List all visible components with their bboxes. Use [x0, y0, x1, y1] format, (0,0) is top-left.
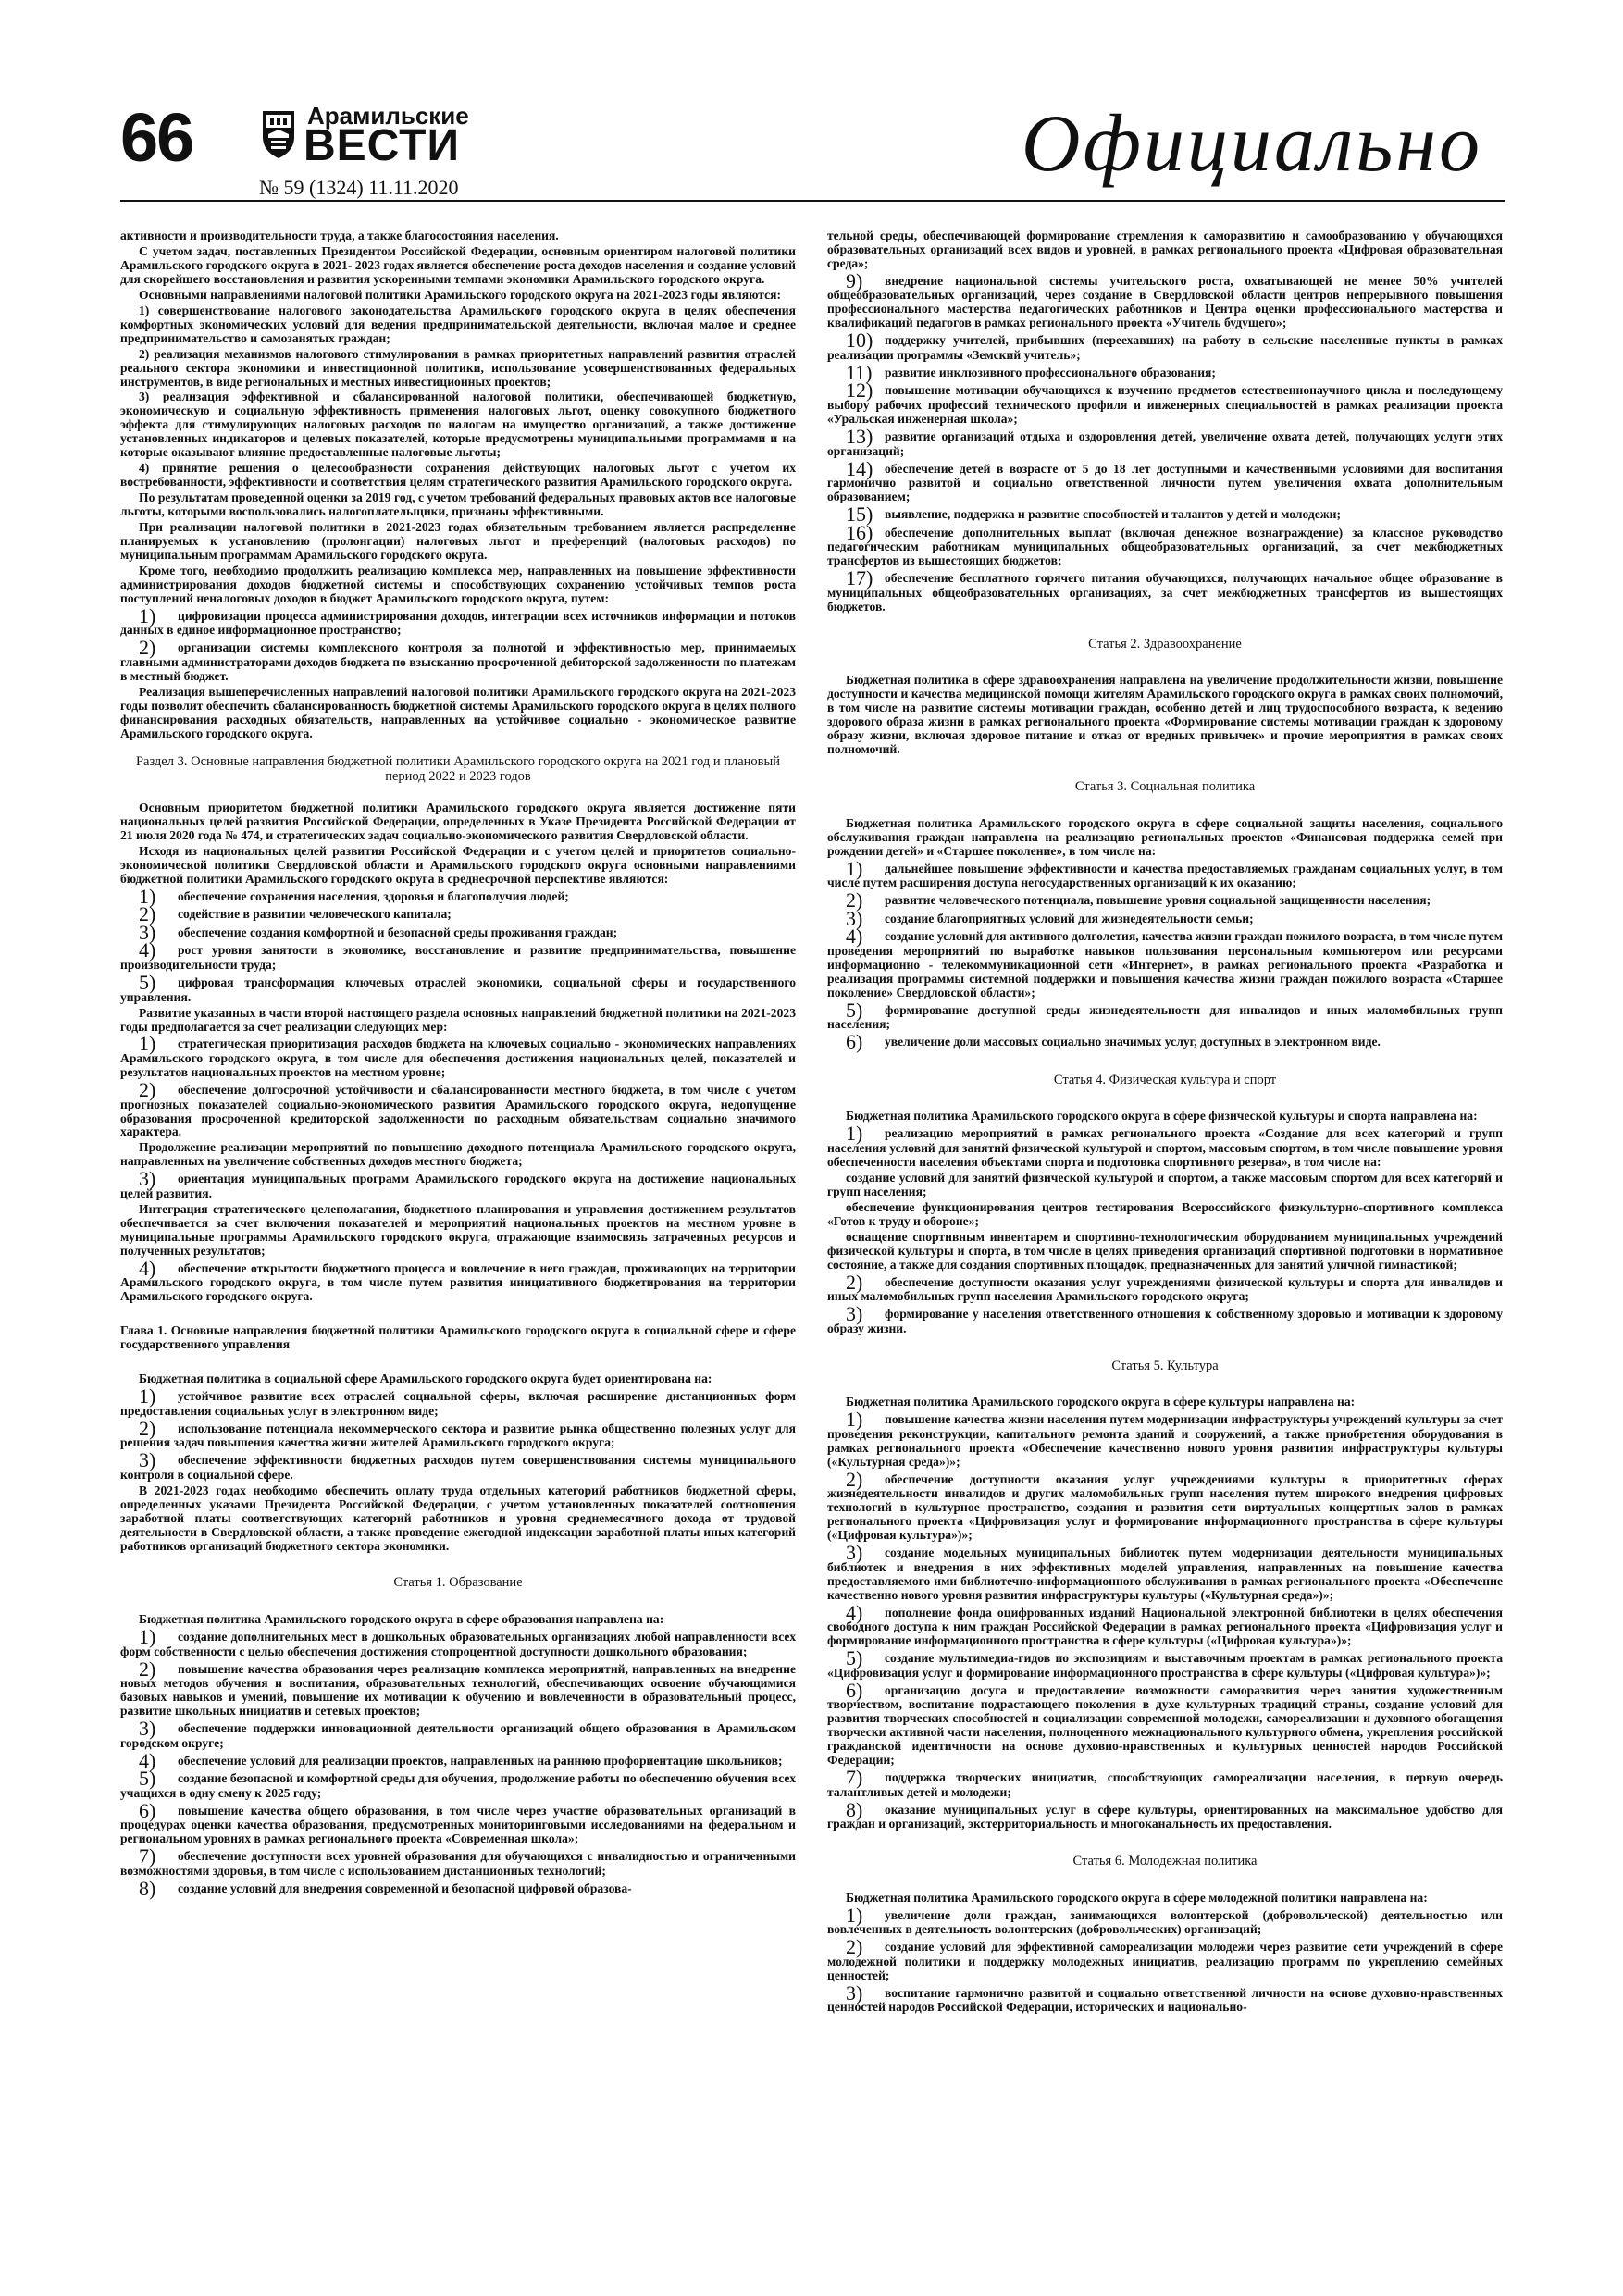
paragraph: Развитие указанных в части второй настоящего раздела основных направлений бюджетной политики на 2021-2023 годы предполагается за счет реализации следующих мер: — [120, 1005, 796, 1034]
list-item — [827, 1797, 1503, 1832]
list-item-text: создание безопасной и комфортной среды для обучения, продолжение работы по обеспечению обучения всех учащихся в одну смену к 2025 году; — [120, 1771, 796, 1800]
list-item-text: содействие в развитии человеческого капитала; — [178, 907, 452, 922]
list-item — [827, 1980, 1503, 2016]
list-item-number: 3) — [139, 1717, 156, 1741]
list-item-text: обеспечение условий для реализации проектов, направленных на раннюю профориентацию школьников; — [178, 1753, 783, 1768]
paragraph: Бюджетная политика Арамильского городского округа в сфере образования направлена на: — [139, 1612, 664, 1627]
list-item-number: 15) — [846, 503, 873, 526]
list-item-number: 1) — [139, 1032, 156, 1056]
numbered-list — [120, 1384, 796, 1483]
list-item — [827, 888, 1503, 912]
list-item — [827, 1541, 1503, 1602]
list-item — [120, 1798, 796, 1847]
numbered-list — [120, 884, 796, 1005]
numbered-list — [120, 1256, 796, 1305]
list-item — [120, 1844, 796, 1879]
list-item-number: 8) — [846, 1797, 863, 1821]
list-item-number: 7) — [846, 1766, 863, 1790]
logo-subtitle: Арамильские — [307, 102, 469, 130]
list-item-text: увеличение доли массовых социально значимых услуг, доступных в электронном виде. — [885, 1035, 1381, 1049]
list-item-number: 17) — [846, 566, 873, 590]
paragraph: обеспечение функционирования центров тестирования Всероссийского физкультурно-спортивного комплекса «Готов к труду и обороне»; — [827, 1199, 1503, 1228]
list-item — [827, 503, 1503, 526]
list-item-number: 6) — [139, 1798, 156, 1822]
list-item — [827, 1678, 1503, 1768]
list-item-text: поддержка творческих инициатив, способствующих самореализации населения, в первую очередь талантливых детей и молодежи; — [827, 1770, 1503, 1799]
list-item-number: 5) — [139, 1767, 156, 1791]
list-item-number: 3) — [139, 1167, 156, 1191]
list-item-text: оказание муниципальных услуг в сфере культуры, ориентированных на максимальное удобство для граждан и организаций, экстерриториальность и многоканальность их предоставления. — [827, 1802, 1503, 1831]
list-item — [827, 329, 1503, 363]
list-item — [827, 856, 1503, 891]
paragraph: активности и производительности труда, а также благосостояния населения. — [120, 230, 559, 242]
article-heading: Статья 2. Здравоохранение — [1088, 636, 1242, 652]
numbered-list — [120, 1167, 796, 1201]
list-item-number: 2) — [139, 1077, 156, 1101]
paragraph: Основным приоритетом бюджетной политики Арамильского городского округа является достижение пяти национальных целей развития Российской Федерации, определенных в Указе Президента Российской Федерации от 21 июля 2020 года № 474, и стратегических задач социально-экономического развития Свердловской области. — [120, 800, 796, 842]
list-item — [120, 1077, 796, 1139]
list-item-text: устойчивое развитие всех отраслей социальной сферы, включая расширение дистанционных форм предоставления социальных услуг в электронном виде; — [120, 1389, 796, 1418]
list-item — [120, 1625, 796, 1659]
list-item-number: 3) — [846, 906, 863, 930]
list-item-number: 1) — [846, 1122, 863, 1146]
list-item-number: 2) — [139, 902, 156, 926]
paragraph: С учетом задач, поставленных Президентом Российской Федерации, основным ориентиром налоговой политики Арамильского городского округа в 2021- 2023 годах является обеспечение роста доходов населения и создание условий для скорейшего восстановления и развития ускоренными темпами экономики Арамильского городского округа. — [120, 243, 796, 286]
list-item — [120, 1876, 796, 1900]
numbered-list — [120, 1032, 796, 1139]
list-item-number: 2) — [846, 1270, 863, 1294]
paragraph: Продолжение реализации мероприятий по повышению доходного потенциала Арамильского городского округа, направленных на увеличение собственных доходов местного бюджета; — [120, 1140, 796, 1169]
paragraph: Бюджетная политика Арамильского городского округа в сфере молодежной политики направлена на: — [846, 1890, 1428, 1905]
list-item-number: 1) — [846, 1903, 863, 1927]
list-item-text: поддержку учителей, прибывших (переехавших) на работу в сельские населенные пункты в рамках реализации программы «Земский учитель»; — [827, 333, 1503, 362]
article-heading: Статья 6. Молодежная политика — [1072, 1854, 1258, 1869]
list-item — [827, 1467, 1503, 1543]
article-heading: Статья 3. Социальная политика — [1074, 778, 1256, 794]
list-item — [120, 1032, 796, 1080]
list-item — [827, 1935, 1503, 1983]
list-item-text: увеличение доли граждан, занимающихся волонтерской (добровольческой) деятельностью или вовлеченных в деятельность волонтерских (добровольческих) организаций; — [827, 1907, 1503, 1937]
paragraph: Бюджетная политика в социальной сфере Арамильского городского округа будет ориентирована на: — [139, 1371, 712, 1386]
list-item-number: 2) — [139, 1416, 156, 1440]
list-item-number: 1) — [139, 603, 156, 627]
list-item-text: обеспечение сохранения населения, здоровья и благополучия людей; — [178, 888, 569, 903]
paragraph: Кроме того, необходимо продолжить реализацию комплекса мер, направленных на повышение эффективности администрирования доходов бюджетной системы и способствующих сохранению устойчивых темпов роста поступлений неналоговых доходов в бюджет Арамильского городского округа, путем: — [120, 563, 796, 605]
numbered-list — [827, 856, 1503, 1054]
list-item-text: организацию досуга и предоставление возможности саморазвития через занятия художественным творчеством, воспитание подрастающего поколения в духе культурных традиций страны, создание условий для развития творческих способностей и социализации современной молодежи, самореализации и духовного обогащения творчески активной части населения, полноценного межнационального культурного обмена, укрепления российской гражданской идентичности на основе духовно-нравственных и культурных ценностей народов Российской Федерации; — [827, 1682, 1503, 1768]
list-item-text: обеспечение детей в возрасте от 5 до 18 лет доступными и качественными условиями для воспитания гармонично развитой и социально ответственной личности путем увеличения охвата дополнительным образованием; — [827, 461, 1503, 504]
list-item — [827, 1122, 1503, 1170]
list-item-text: обеспечение долгосрочной устойчивости и сбалансированности местного бюджета, в том числе с учетом прогнозных показателей социально-экономического развития Арамильского городского округа, недопущение образования просроченной кредиторской задолженности по расходным обязательствам социально значимого характера. — [120, 1082, 796, 1139]
newspaper-logo — [259, 104, 509, 178]
list-item-number: 13) — [846, 424, 873, 448]
numbered-list — [827, 1903, 1503, 2016]
list-item-text: создание условий для эффективной самореализации молодежи через развитие сети учреждений в сфере молодежной политики и поддержку молодежных инициатив, реализацию программ по укреплению семейных ценностей; — [827, 1940, 1503, 1982]
list-item-number: 2) — [846, 1935, 863, 1959]
list-item — [120, 1256, 796, 1305]
list-item-text: рост уровня занятости в экономике, восстановление и развитие предпринимательства, повышение производительности труда; — [120, 943, 796, 973]
paragraph: 3) реализация эффективной и сбалансированной налоговой политики, обеспечивающей бюджетную, экономическую и социальную эффективность применения налоговых льгот, оценку совокупного бюджетного эффекта для стимулирующих налоговых расходов по налогам на имущество организаций, а также достижение установленных индикаторов и целевых показателей, которые предусмотрены муниципальными программами и на которые оказывают влияние предоставленные налоговые льготы; — [120, 390, 796, 460]
list-item-number: 6) — [846, 1678, 863, 1702]
coat-of-arms-icon — [259, 109, 298, 159]
list-item-text: повышение мотивации обучающихся к изучению предметов естественнонаучного цикла и последующему выбору рабочих профессий технического профиля и инженерных специальностей в рамках реализации проекта «Уральская инженерная школа»; — [827, 383, 1503, 426]
list-item-number: 2) — [139, 1657, 156, 1681]
numbered-list — [827, 268, 1503, 614]
list-item-number: 11) — [846, 360, 873, 384]
list-item — [827, 1302, 1503, 1336]
list-item-number: 14) — [846, 456, 873, 480]
paragraph: 4) принятие решения о целесообразности сохранения действующих налоговых льгот с учетом их востребованности, эффективности и соответствия целям стратегического развития Арамильского городского округа. — [120, 461, 796, 490]
list-item — [827, 1030, 1503, 1054]
paragraph: При реализации налоговой политики в 2021-2023 годах обязательным требованием является распределение планируемых к установлению (пролонгации) налоговых льгот и преференций (налоговых расходов) по муниципальным программам Арамильского городского округа. — [120, 520, 796, 562]
paragraph: 1) совершенствование налогового законодательства Арамильского городского округа в целях обеспечения комфортных экономических условий для ведения предпринимательской деятельности, включая малое и среднее предпринимательство и самозанятых граждан; — [120, 303, 796, 345]
article-heading: Статья 1. Образование — [393, 1575, 523, 1591]
list-item-number: 2) — [139, 636, 156, 660]
numbered-list — [827, 1270, 1503, 1336]
list-item-number: 7) — [139, 1844, 156, 1868]
list-item-number: 1) — [139, 1625, 156, 1649]
list-item-text: обеспечение эффективности бюджетных расходов путем совершенствования системы муниципального контроля в социальной сфере. — [120, 1453, 796, 1482]
header-rule — [120, 200, 1505, 202]
list-item — [120, 938, 796, 973]
numbered-list — [120, 1625, 796, 1900]
list-item — [827, 456, 1503, 505]
article-columns — [120, 230, 1503, 2275]
list-item — [120, 603, 796, 639]
paragraph: Исходя из национальных целей развития Российской Федерации и с учетом целей и приоритетов социально-экономической политики Свердловской области и Арамильского городского округа основными направлениями бюджетной политики Арамильского городского округа в среднесрочной перспективе являются: — [120, 843, 796, 886]
left-column — [120, 230, 796, 2275]
right-column — [827, 230, 1503, 2275]
paragraph: создание условий для занятий физической культурой и спортом, а также массовым спортом для всех категорий и групп населения; — [827, 1170, 1503, 1198]
list-item — [120, 636, 796, 684]
list-item-number: 8) — [139, 1876, 156, 1900]
list-item-text: внедрение национальной системы учительского роста, охватывающей не менее 50% учителей общеобразовательных организаций, через создание в Свердловской области центров непрерывного повышения профессионального мастерства педагогических работников и Центра оценки профессионального мастерства и квалификаций педагогов в рамках регионального проекта «Учитель будущего»; — [827, 273, 1503, 330]
list-item-number: 3) — [846, 1302, 863, 1326]
paragraph: Бюджетная политика Арамильского городского округа в сфере культуры направлена на: — [846, 1395, 1356, 1409]
list-item — [120, 884, 796, 908]
list-item-number: 4) — [139, 938, 156, 962]
list-item-text: создание модельных муниципальных библиотек путем модернизации деятельности муниципальных библиотек и внедрения в них эффективных моделей управления, направленных на повышение качества предоставляемого ими библиотечно-информационного обслуживания в рамках регионального проекта «Обеспечение качественно нового уровня развития инфраструктуры культуры («Культурная среда»)»; — [827, 1545, 1503, 1602]
list-item-text: обеспечение создания комфортной и безопасной среды проживания граждан; — [178, 925, 618, 939]
list-item — [827, 998, 1503, 1033]
list-item-number: 16) — [846, 520, 873, 544]
list-item — [827, 1270, 1503, 1305]
list-item-text: обеспечение доступности всех уровней образования для обучающихся с инвалидностью и ограниченными возможностями здоровья, в том числе с использованием дистанционных технологий; — [120, 1849, 796, 1878]
list-item-text: ориентация муниципальных программ Арамильского городского округа на достижение национальных целей развития. — [120, 1172, 796, 1200]
list-item-text: обеспечение доступности оказания услуг учреждениями физической культуры и спорта для инвалидов и иных маломобильных групп населения Арамильского городского округа; — [827, 1274, 1503, 1304]
list-item-text: реализацию мероприятий в рамках регионального проекта «Создание для всех категорий и групп населения условий для занятий физической культурой и спортом, массовым спортом, в том числе повышение уровня обеспеченности населения объектами спорта и подготовка спортивного резерва», в том числе на: — [827, 1126, 1503, 1169]
list-item-number: 4) — [139, 1748, 156, 1772]
list-item — [120, 1717, 796, 1751]
paragraph: Реализация вышеперечисленных направлений налоговой политики Арамильского городского округа на 2021-2023 годы позволит обеспечить сбалансированность бюджетной системы Арамильского городского округа в целях полного финансирования расходных обязательств, направленных на устойчивое социально - экономическое развитие Арамильского городского округа. — [120, 684, 796, 740]
list-item-text: цифровая трансформация ключевых отраслей экономики, социальной сферы и государственного управления. — [120, 975, 796, 1004]
list-item — [120, 1416, 796, 1451]
list-item-text: создание условий для внедрения современной и безопасной цифровой образова- — [178, 1880, 632, 1895]
list-item — [827, 424, 1503, 459]
list-item-text: пополнение фонда оцифрованных изданий Национальной электронной библиотеки в целях обеспечения свободного доступа к ним граждан Российской Федерации в рамках регионального проекта «Цифровизация услуг и формирование информационного пространства в сфере культуры («Цифровая культура»)»; — [827, 1605, 1503, 1648]
list-item-text: развитие организаций отдыха и оздоровления детей, увеличение охвата детей, получающих услуги этих организаций; — [827, 428, 1503, 458]
numbered-list — [120, 603, 796, 684]
list-item-text: обеспечение доступности оказания услуг учреждениями культуры в приоритетных сферах жизнедеятельности инвалидов и других маломобильных групп населения путем широкого внедрения цифровых технологий в культурное пространство, создания и развития сети виртуальных концертных залов в рамках регионального проекта «Цифровизация услуг и формирование информационного пространства в сфере культуры («Цифровая культура»)»; — [827, 1471, 1503, 1543]
logo-title: ВЕСТИ — [304, 121, 460, 170]
list-item — [827, 520, 1503, 569]
list-item-number: 10) — [846, 329, 873, 353]
list-item-text: воспитание гармонично развитой и социально ответственной личности на основе духовно-нравственных ценностей народов Российской Федерации, исторических и национально- — [827, 1985, 1503, 2015]
list-item-text: создание дополнительных мест в дошкольных образовательных организациях любой направленности всех форм собственности с целью обеспечения достижения стопроцентной доступности дошкольного образования; — [120, 1630, 796, 1658]
list-item-number: 1) — [846, 856, 863, 880]
paragraph: тельной среды, обеспечивающей формирование стремления к саморазвитию и самообразованию у обучающихся образовательных организаций всех видов и уровней, в рамках регионального проекта «Цифровая образовательная среда»; — [827, 230, 1503, 270]
masthead — [120, 93, 1508, 202]
list-item-number: 12) — [846, 379, 873, 403]
list-item-text: развитие инклюзивного профессионального образования; — [885, 365, 1216, 379]
chapter-heading: Глава 1. Основные направления бюджетной политики Арамильского городского округа в социальной сфере и сфере государственного управления — [120, 1323, 796, 1352]
list-item — [120, 1657, 796, 1719]
list-item-text: обеспечение поддержки инновационной деятельности организаций общего образования в Арамильском городском округе; — [120, 1721, 796, 1750]
list-item — [827, 925, 1503, 999]
list-item-text: использование потенциала некоммерческого сектора и развитие рынка общественно полезных услуг для решения задач повышения качества жизни жителей Арамильского городского округа; — [120, 1421, 796, 1450]
page-number: 66 — [120, 99, 193, 176]
list-item-text: повышение качества общего образования, в том числе через участие образовательных организаций в процедурах оценки качества образования, предусмотренных мониторинговыми исследованиями на федеральном и региональном уровнях в рамках регионального проекта «Современная школа»; — [120, 1803, 796, 1846]
paragraph: Интеграция стратегического целеполагания, бюджетного планирования и управления достижением результатов обеспечивается за счет включения показателей и мероприятий национальных проектов на местном уровне в муниципальные программы Арамильского городского округа, отражающие взаимосвязь затраченных ресурсов и полученных результатов; — [120, 1201, 796, 1258]
list-item — [827, 268, 1503, 330]
list-item-number: 3) — [846, 1980, 863, 2004]
list-item — [120, 1384, 796, 1419]
paragraph: В 2021-2023 годах необходимо обеспечить оплату труда отдельных категорий работников бюджетной сферы, определенных указами Президента Российской Федерации, с учетом установленных показателей соотношения заработной платы соответствующих категорий работников и уровня среднемесячного дохода от трудовой деятельности в Свердловской области, а также проведение ежегодной индексации заработной платы иных категорий работников организаций бюджетного сектора экономики. — [120, 1483, 796, 1553]
list-item-number: 5) — [846, 1646, 863, 1670]
list-item-number: 3) — [846, 1541, 863, 1565]
numbered-list — [827, 1408, 1503, 1831]
list-item — [120, 920, 796, 944]
issue-number-date: № 59 (1324) 11.11.2020 — [259, 176, 459, 199]
list-item-text: формирование у населения ответственного отношения к собственному здоровью и мотивации к здоровому образу жизни. — [827, 1307, 1503, 1335]
list-item-text: выявление, поддержка и развитие способностей и талантов у детей и молодежи; — [885, 507, 1342, 521]
list-item-number: 4) — [139, 1256, 156, 1280]
paragraph: По результатам проведенной оценки за 2019 год, с учетом требований федеральных правовых актов все налоговые льготы, которыми воспользовались налогоплательщики, признаны эффективными. — [120, 490, 796, 519]
list-item-text: обеспечение открытости бюджетного процесса и вовлечение в него граждан, проживающих на территории Арамильского городского округа, в том числе путем развития инициативного бюджетирования на территории Арамильского городского округа. — [120, 1260, 796, 1304]
paragraph: Бюджетная политика Арамильского городского округа в сфере физической культуры и спорта направлена на: — [846, 1109, 1478, 1123]
paragraph: Бюджетная политика Арамильского городского округа в сфере социальной защиты населения, социального обслуживания граждан направлена на реализацию региональных проектов «Финансовая поддержка семей при рождении детей» и «Старшее поколение», в том числе на: — [827, 815, 1503, 858]
list-item-text: обеспечение дополнительных выплат (включая денежное вознаграждение) за классное руководство педагогическим работникам муниципальных общеобразовательных организаций, за счет межбюджетных трансфертов из вышестоящих бюджетов; — [827, 525, 1503, 568]
list-item-text: организации системы комплексного контроля за полнотой и эффективностью мер, принимаемых главными администраторами доходов бюджета по взысканию просроченной дебиторской задолженности по платежам в местный бюджет. — [120, 640, 796, 683]
list-item-text: стратегическая приоритизация расходов бюджета на ключевых социально - экономических направлениях Арамильского городского округа, в том числе для обеспечения достижения национальных целей, показателей и результатов национальных проектов на местном уровне; — [120, 1036, 796, 1080]
list-item — [120, 1767, 796, 1801]
list-item-number: 5) — [139, 971, 156, 995]
list-item — [827, 1646, 1503, 1681]
list-item-text: дальнейшее повышение эффективности и качества предоставляемых гражданам социальных услуг, в том числе путем расширения доступа негосударственных организаций к их оказанию; — [827, 861, 1503, 890]
list-item-number: 6) — [846, 1030, 863, 1054]
list-item — [120, 1748, 796, 1772]
list-item — [827, 566, 1503, 614]
list-item-text: создание условий для активного долголетия, качества жизни граждан пожилого возраста, в том числе путем проведения мероприятий по выработке навыков пользования персональным компьютером или ресурсами информационно - телекоммуникационной сети «Интернет», в рамках регионального проекта «Разработка и реализация программы системной поддержки и повышения качества жизни граждан пожилого возраста «Старшее поколение» Свердловской области»; — [827, 929, 1503, 999]
list-item — [120, 902, 796, 926]
paragraph: Бюджетная политика в сфере здравоохранения направлена на увеличение продолжительности жизни, повышение доступности и качества медицинской помощи жителям Арамильского городского округа в рамках своих полномочий, в том числе на развитие системы мотивации граждан, особенно детей и лиц трудоспособного возраста, к ведению здорового образа жизни в рамках регионального проекта «Формирование системы мотивации граждан к здоровому образу жизни, включая здоровое питание и отказ от вредных привычек» и прочие мероприятия в рамках своих полномочий. — [827, 673, 1503, 757]
list-item-number: 1) — [139, 1384, 156, 1409]
list-item-text: создание мультимедиа-гидов по экспозициям и выставочным проектам в рамках регионального проекта «Цифровизация услуг и формирование информационного пространства в сфере культуры («Цифровая культура»)»; — [827, 1651, 1503, 1680]
section-title: Официально — [1021, 99, 1482, 189]
list-item-number: 2) — [846, 888, 863, 912]
list-item — [827, 360, 1503, 384]
list-item-number: 1) — [846, 1408, 863, 1432]
list-item-number: 9) — [846, 268, 863, 292]
paragraph: Основными направлениями налоговой политики Арамильского городского округа на 2021-2023 годы являются: — [139, 287, 782, 302]
list-item-number: 3) — [139, 920, 156, 944]
list-item-text: формирование доступной среды жизнедеятельности для инвалидов и иных маломобильных групп населения; — [827, 1002, 1503, 1032]
list-item-text: развитие человеческого потенциала, повышение уровня социальной защищенности населения; — [885, 893, 1431, 908]
list-item-number: 4) — [846, 925, 863, 949]
list-item-text: создание благоприятных условий для жизнедеятельности семьи; — [885, 911, 1254, 925]
list-item-text: повышение качества образования через реализацию комплекса мероприятий, направленных на внедрение новых методов обучения и воспитания, образовательных технологий, обеспечивающих освоение обучающимися базовых навыков и умений, повышение их мотивации к обучению и вовлеченности в образовательный процесс, развитие школьных инициатив и сетевых проектов; — [120, 1661, 796, 1719]
list-item — [827, 1600, 1503, 1649]
paragraph: оснащение спортивным инвентарем и спортивно-технологическим оборудованием муниципальных учреждений физической культуры и спорта, в том числе в целях приведения организаций спортивной подготовки в нормативное состояние, а также для создания спортивных площадок, предназначенных для занятий уличной гимнастикой; — [827, 1229, 1503, 1272]
list-item-number: 3) — [139, 1448, 156, 1472]
article-heading: Статья 4. Физическая культура и спорт — [1053, 1072, 1277, 1087]
list-item — [827, 1408, 1503, 1469]
list-item — [120, 1167, 796, 1201]
list-item — [827, 379, 1503, 427]
section-heading: Раздел 3. Основные направления бюджетной политики Арамильского городского округа на 2021 год и плановый период 2022 и 2023 годов — [135, 753, 781, 785]
list-item-number: 5) — [846, 998, 863, 1022]
list-item — [827, 1766, 1503, 1800]
list-item-text: обеспечение бесплатного горячего питания обучающихся, получающих начальное общее образование в муниципальных общеобразовательных организациях, за счет межбюджетных трансфертов из вышестоящих бюджетов. — [827, 571, 1503, 614]
list-item-text: повышение качества жизни населения путем модернизации инфраструктуры учреждений культуры за счет проведения реконструкции, капитального ремонта зданий и сооружений, а также приобретения оборудования в рамках регионального проекта «Обеспечение качественно нового уровня развития инфраструктуры культуры («Культурная среда»)»; — [827, 1412, 1503, 1469]
list-item-text: цифровизации процесса администрирования доходов, интеграции всех источников информации и потоков данных в единое информационное пространство; — [120, 608, 796, 638]
numbered-list — [827, 1122, 1503, 1170]
article-heading: Статья 5. Культура — [1111, 1358, 1219, 1373]
list-item — [827, 906, 1503, 930]
list-item — [120, 971, 796, 1005]
list-item-number: 2) — [846, 1467, 863, 1491]
list-item — [120, 1448, 796, 1483]
paragraph: 2) реализация механизмов налогового стимулирования в рамках приоритетных направлений развития отраслей реального сектора экономики и инвестиционной политики, использование усовершенствованных федеральных инструментов, в виде региональных и местных инвестиционных проектов; — [120, 346, 796, 389]
list-item-number: 1) — [139, 884, 156, 908]
list-item-number: 4) — [846, 1600, 863, 1624]
list-item — [827, 1903, 1503, 1938]
